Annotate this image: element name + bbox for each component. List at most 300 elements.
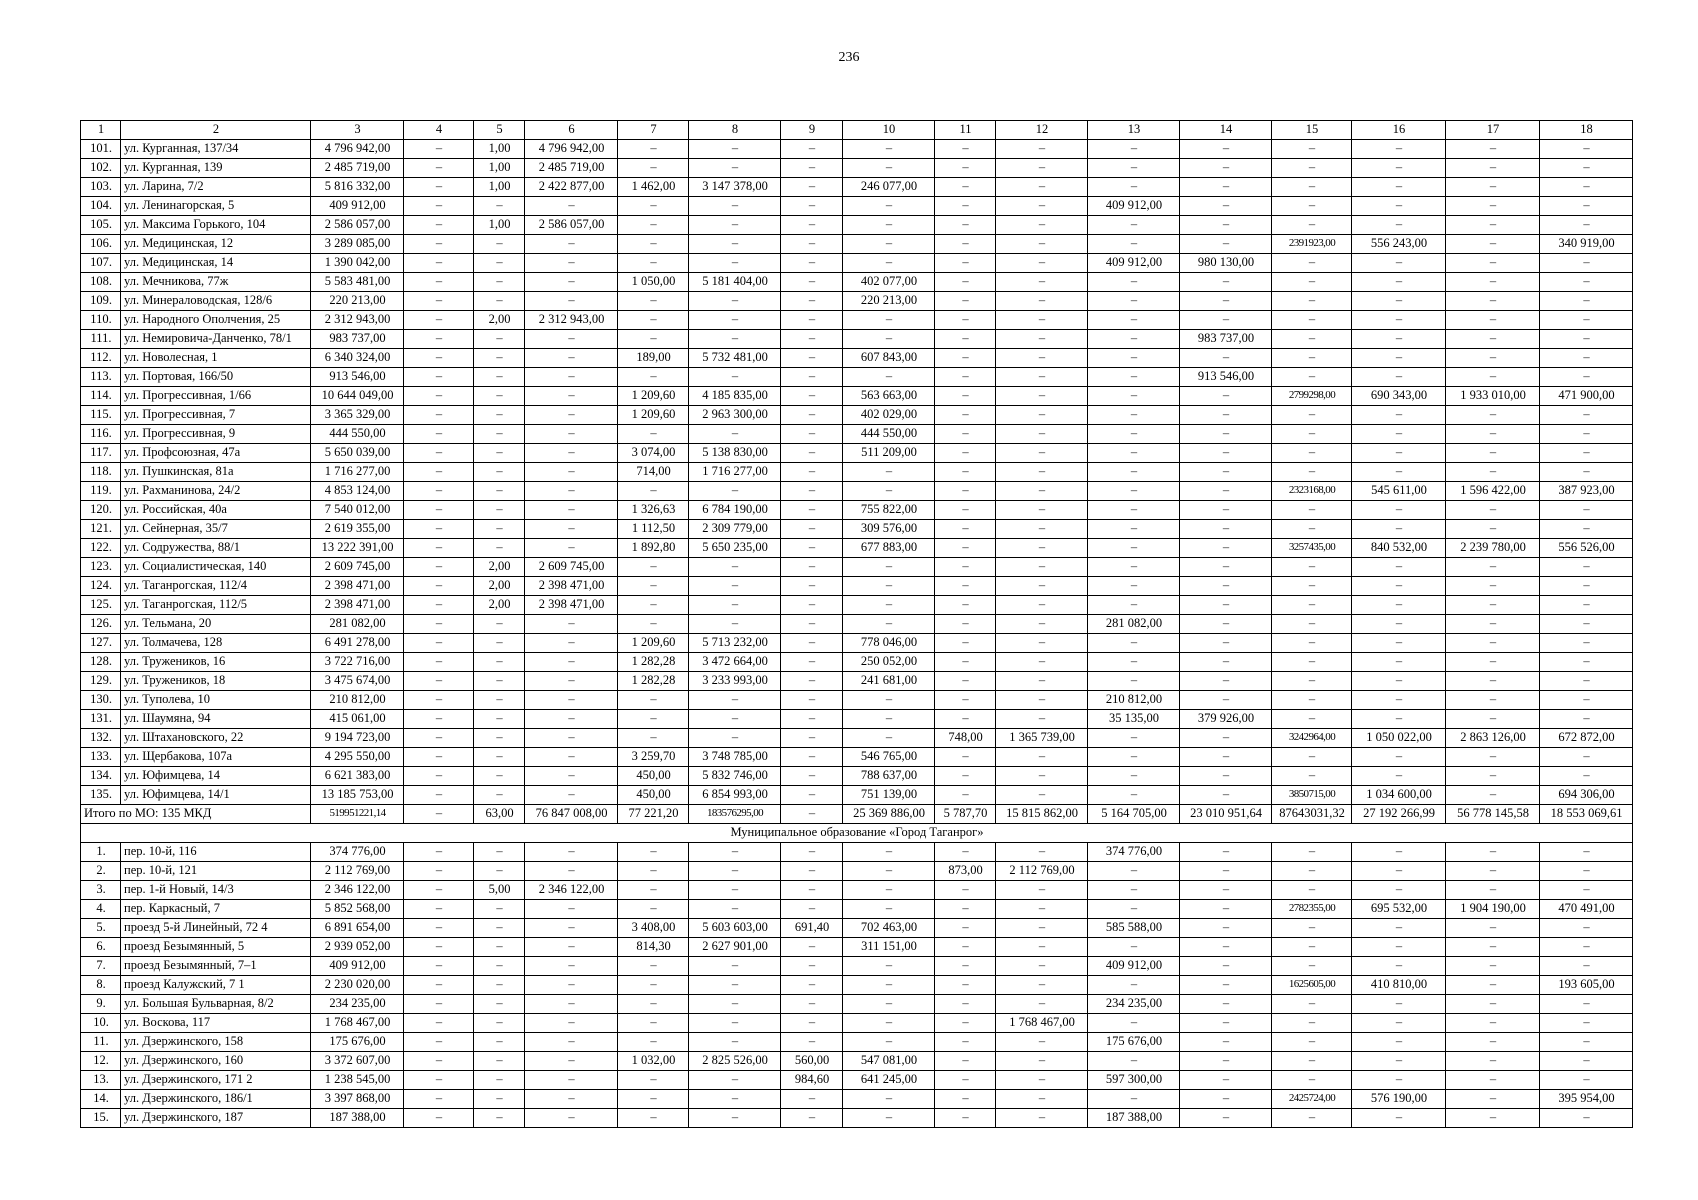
table-cell: 1 933 010,00 — [1446, 387, 1540, 406]
table-cell: – — [996, 463, 1088, 482]
table-cell: – — [404, 634, 474, 653]
table-cell: – — [1540, 140, 1633, 159]
table-cell: 111. — [81, 330, 121, 349]
table-cell: 114. — [81, 387, 121, 406]
table-cell: 281 082,00 — [311, 615, 404, 634]
table-cell: – — [843, 900, 935, 919]
table-cell: – — [1088, 425, 1180, 444]
table-cell: – — [1352, 767, 1446, 786]
table-cell: – — [781, 140, 843, 159]
table-cell: ул. Народного Ополчения, 25 — [121, 311, 311, 330]
table-cell: – — [474, 691, 525, 710]
table-cell: 5 787,70 — [935, 805, 996, 824]
table-cell: – — [996, 596, 1088, 615]
table-cell: 23 010 951,64 — [1180, 805, 1272, 824]
table-cell: – — [474, 1014, 525, 1033]
table-cell: – — [781, 748, 843, 767]
table-cell: 1 904 190,00 — [1446, 900, 1540, 919]
table-cell: – — [474, 786, 525, 805]
table-row — [81, 311, 1633, 330]
table-cell: – — [525, 197, 618, 216]
table-cell: 691,40 — [781, 919, 843, 938]
table-cell: – — [618, 596, 689, 615]
table-cell: – — [935, 349, 996, 368]
table-cell: 106. — [81, 235, 121, 254]
table-cell: 983 737,00 — [311, 330, 404, 349]
table-row — [81, 463, 1633, 482]
table-cell: 4 — [404, 121, 474, 140]
table-cell: – — [1352, 197, 1446, 216]
table-cell: – — [474, 672, 525, 691]
table-cell: – — [781, 634, 843, 653]
table-cell: – — [525, 444, 618, 463]
table-cell: – — [935, 235, 996, 254]
total-label: Итого по МО: 135 МКД — [81, 805, 311, 824]
table-cell: – — [1088, 976, 1180, 995]
table-cell: – — [1180, 216, 1272, 235]
table-cell: – — [404, 672, 474, 691]
table-cell: 2,00 — [474, 596, 525, 615]
table-cell: – — [404, 615, 474, 634]
table-cell: – — [689, 1109, 781, 1128]
table-cell: 694 306,00 — [1540, 786, 1633, 805]
table-cell: – — [843, 691, 935, 710]
table-cell: 109. — [81, 292, 121, 311]
table-cell: – — [1272, 292, 1352, 311]
table-cell: ул. Юфимцева, 14/1 — [121, 786, 311, 805]
table-cell: – — [525, 653, 618, 672]
table-cell: – — [996, 900, 1088, 919]
table-cell: – — [1540, 501, 1633, 520]
table-row — [81, 957, 1633, 976]
table-cell: – — [996, 976, 1088, 995]
table-cell: – — [781, 216, 843, 235]
table-cell: – — [1272, 140, 1352, 159]
table-cell: 6 — [525, 121, 618, 140]
table-cell: – — [1540, 1033, 1633, 1052]
table-cell: – — [781, 862, 843, 881]
table-cell: 402 029,00 — [843, 406, 935, 425]
table-cell: 12. — [81, 1052, 121, 1071]
table-cell: 1 209,60 — [618, 387, 689, 406]
table-cell: – — [843, 881, 935, 900]
table-cell: – — [525, 672, 618, 691]
table-cell: 597 300,00 — [1088, 1071, 1180, 1090]
table-cell: 4 295 550,00 — [311, 748, 404, 767]
table-cell: – — [618, 900, 689, 919]
table-cell: 2 346 122,00 — [311, 881, 404, 900]
table-cell: ул. Портовая, 166/50 — [121, 368, 311, 387]
table-row — [81, 577, 1633, 596]
data-table — [80, 120, 1633, 1128]
table-cell: – — [1540, 444, 1633, 463]
table-cell: – — [1272, 520, 1352, 539]
table-cell: – — [781, 976, 843, 995]
table-cell: – — [1180, 1033, 1272, 1052]
table-row — [81, 273, 1633, 292]
table-cell: 183576295,00 — [689, 805, 781, 824]
table-cell: ул. Тружеников, 16 — [121, 653, 311, 672]
table-cell: – — [1180, 178, 1272, 197]
table-cell: 5,00 — [474, 881, 525, 900]
table-cell: – — [404, 786, 474, 805]
table-cell: – — [781, 406, 843, 425]
table-cell: – — [1352, 672, 1446, 691]
table-cell: – — [935, 938, 996, 957]
table-cell: 18 553 069,61 — [1540, 805, 1633, 824]
table-cell: – — [1180, 577, 1272, 596]
table-cell: – — [996, 710, 1088, 729]
table-cell: – — [404, 995, 474, 1014]
table-cell: 415 061,00 — [311, 710, 404, 729]
table-cell: 1 365 739,00 — [996, 729, 1088, 748]
table-cell: – — [1352, 1071, 1446, 1090]
table-cell: – — [1352, 330, 1446, 349]
table-cell: 87643031,32 — [1272, 805, 1352, 824]
table-cell: 641 245,00 — [843, 1071, 935, 1090]
table-cell: – — [781, 444, 843, 463]
table-cell: 5 732 481,00 — [689, 349, 781, 368]
table-cell: – — [618, 140, 689, 159]
table-cell: ул. Шаумяна, 94 — [121, 710, 311, 729]
table-cell: – — [781, 615, 843, 634]
table-cell: 16 — [1352, 121, 1446, 140]
table-cell: – — [618, 615, 689, 634]
table-cell: 133. — [81, 748, 121, 767]
table-row — [81, 691, 1633, 710]
table-cell: – — [1352, 1014, 1446, 1033]
table-row — [81, 900, 1633, 919]
table-cell: – — [996, 995, 1088, 1014]
table-cell: – — [404, 1033, 474, 1052]
table-cell: – — [996, 482, 1088, 501]
table-cell: – — [1088, 672, 1180, 691]
table-cell: 4 853 124,00 — [311, 482, 404, 501]
table-cell: – — [1180, 957, 1272, 976]
table-cell: 105. — [81, 216, 121, 235]
table-cell: – — [1272, 995, 1352, 1014]
table-cell: 2 309 779,00 — [689, 520, 781, 539]
table-cell: – — [1446, 615, 1540, 634]
table-cell: 374 776,00 — [311, 843, 404, 862]
table-cell: – — [843, 330, 935, 349]
table-cell: 409 912,00 — [1088, 197, 1180, 216]
table-row — [81, 634, 1633, 653]
table-cell: 677 883,00 — [843, 539, 935, 558]
table-cell: – — [843, 995, 935, 1014]
table-cell: 576 190,00 — [1352, 1090, 1446, 1109]
table-cell: ул. Пушкинская, 81а — [121, 463, 311, 482]
table-cell: – — [1088, 406, 1180, 425]
table-cell: 10 — [843, 121, 935, 140]
table-cell: – — [1272, 1052, 1352, 1071]
table-cell: – — [525, 539, 618, 558]
table-cell: – — [1088, 900, 1180, 919]
table-cell: – — [935, 406, 996, 425]
table-cell: 1625605,00 — [1272, 976, 1352, 995]
table-cell: 108. — [81, 273, 121, 292]
table-cell: 2 398 471,00 — [525, 577, 618, 596]
table-cell: – — [474, 976, 525, 995]
table-cell: 234 235,00 — [1088, 995, 1180, 1014]
table-cell: – — [689, 254, 781, 273]
table-cell: – — [843, 197, 935, 216]
table-cell: – — [1180, 862, 1272, 881]
table-cell: ул. Дзержинского, 158 — [121, 1033, 311, 1052]
table-cell: 2 398 471,00 — [525, 596, 618, 615]
table-cell: – — [843, 710, 935, 729]
table-cell: – — [404, 482, 474, 501]
data-table-container — [80, 120, 1625, 1128]
table-cell: 3 289 085,00 — [311, 235, 404, 254]
total-row — [81, 805, 1633, 824]
table-cell: – — [1352, 957, 1446, 976]
table-cell: – — [935, 254, 996, 273]
table-cell: 2 609 745,00 — [311, 558, 404, 577]
table-cell: – — [474, 634, 525, 653]
table-cell: – — [1352, 349, 1446, 368]
table-cell: – — [689, 881, 781, 900]
table-cell: – — [1272, 501, 1352, 520]
table-cell: 409 912,00 — [1088, 254, 1180, 273]
table-cell: – — [1540, 957, 1633, 976]
table-cell: – — [689, 159, 781, 178]
table-cell: 1 112,50 — [618, 520, 689, 539]
table-cell: – — [935, 425, 996, 444]
table-cell: 2 825 526,00 — [689, 1052, 781, 1071]
table-cell: – — [404, 463, 474, 482]
table-cell: 2799298,00 — [1272, 387, 1352, 406]
table-cell: – — [689, 311, 781, 330]
table-cell: – — [1180, 1109, 1272, 1128]
table-cell: – — [935, 577, 996, 596]
table-cell: – — [996, 938, 1088, 957]
table-cell: 9. — [81, 995, 121, 1014]
table-cell: 1,00 — [474, 159, 525, 178]
table-cell: 563 663,00 — [843, 387, 935, 406]
table-cell: ул. Дзержинского, 171 2 — [121, 1071, 311, 1090]
table-cell: – — [618, 995, 689, 1014]
table-cell: – — [1088, 216, 1180, 235]
table-cell: – — [935, 159, 996, 178]
table-cell: – — [1180, 539, 1272, 558]
table-cell: – — [996, 159, 1088, 178]
table-cell: – — [1272, 178, 1352, 197]
table-cell: – — [996, 748, 1088, 767]
table-row — [81, 1090, 1633, 1109]
table-cell: 119. — [81, 482, 121, 501]
table-cell: 3 475 674,00 — [311, 672, 404, 691]
table-cell: 104. — [81, 197, 121, 216]
table-cell: – — [1446, 406, 1540, 425]
table-cell: – — [1180, 995, 1272, 1014]
table-cell: ул. Минераловодская, 128/6 — [121, 292, 311, 311]
table-cell: – — [1180, 938, 1272, 957]
table-cell: – — [474, 501, 525, 520]
table-cell: – — [1272, 311, 1352, 330]
table-cell: 102. — [81, 159, 121, 178]
table-cell: – — [996, 425, 1088, 444]
table-cell: 980 130,00 — [1180, 254, 1272, 273]
table-cell: 690 343,00 — [1352, 387, 1446, 406]
table-cell: пер. 1-й Новый, 14/3 — [121, 881, 311, 900]
table-cell: – — [689, 995, 781, 1014]
table-row — [81, 482, 1633, 501]
table-cell: – — [1180, 596, 1272, 615]
table-cell: – — [781, 767, 843, 786]
table-cell: – — [1540, 691, 1633, 710]
table-cell: – — [1272, 254, 1352, 273]
table-cell: – — [404, 957, 474, 976]
table-cell: – — [474, 292, 525, 311]
table-cell: – — [474, 919, 525, 938]
table-cell: 187 388,00 — [1088, 1109, 1180, 1128]
table-cell: 560,00 — [781, 1052, 843, 1071]
table-cell: – — [525, 520, 618, 539]
table-cell: – — [525, 349, 618, 368]
table-cell: 234 235,00 — [311, 995, 404, 1014]
table-cell: – — [689, 900, 781, 919]
table-cell: 450,00 — [618, 786, 689, 805]
table-cell: – — [404, 748, 474, 767]
table-cell: 10. — [81, 1014, 121, 1033]
table-cell: – — [1352, 1052, 1446, 1071]
table-cell: – — [996, 786, 1088, 805]
table-cell: – — [1088, 577, 1180, 596]
table-cell: – — [781, 1033, 843, 1052]
table-cell: – — [1446, 577, 1540, 596]
table-cell: – — [1180, 197, 1272, 216]
table-cell: 395 954,00 — [1540, 1090, 1633, 1109]
table-cell: – — [525, 292, 618, 311]
table-cell: – — [935, 653, 996, 672]
table-cell: – — [843, 1109, 935, 1128]
table-cell: 13 222 391,00 — [311, 539, 404, 558]
table-cell: – — [1272, 577, 1352, 596]
table-cell: 189,00 — [618, 349, 689, 368]
table-cell: – — [1272, 672, 1352, 691]
table-cell: 10 644 049,00 — [311, 387, 404, 406]
table-cell: – — [474, 368, 525, 387]
table-cell: 913 546,00 — [1180, 368, 1272, 387]
table-cell: – — [996, 349, 1088, 368]
table-cell: – — [1272, 1014, 1352, 1033]
table-cell: – — [525, 900, 618, 919]
table-cell: ул. Максима Горького, 104 — [121, 216, 311, 235]
table-cell: – — [618, 216, 689, 235]
table-cell: – — [843, 1014, 935, 1033]
table-cell: 471 900,00 — [1540, 387, 1633, 406]
table-cell: 3 397 868,00 — [311, 1090, 404, 1109]
table-cell: – — [1540, 406, 1633, 425]
table-cell: – — [1088, 1014, 1180, 1033]
table-cell: – — [935, 140, 996, 159]
table-cell: – — [843, 957, 935, 976]
table-cell: – — [1272, 273, 1352, 292]
table-row — [81, 596, 1633, 615]
table-row — [81, 710, 1633, 729]
table-cell: 2323168,00 — [1272, 482, 1352, 501]
table-cell: 210 812,00 — [1088, 691, 1180, 710]
table-cell: – — [843, 1033, 935, 1052]
table-cell: – — [1272, 216, 1352, 235]
table-cell: – — [404, 140, 474, 159]
table-cell: ул. Социалистическая, 140 — [121, 558, 311, 577]
table-cell: 5 713 232,00 — [689, 634, 781, 653]
table-cell: – — [1272, 881, 1352, 900]
table-cell: – — [404, 1090, 474, 1109]
table-cell: – — [474, 349, 525, 368]
table-cell: – — [1352, 159, 1446, 178]
table-cell: 2 586 057,00 — [311, 216, 404, 235]
table-cell: – — [1540, 615, 1633, 634]
table-cell: – — [618, 425, 689, 444]
table-cell: – — [781, 900, 843, 919]
table-cell: – — [618, 558, 689, 577]
table-cell: – — [1272, 349, 1352, 368]
table-cell: 1,00 — [474, 216, 525, 235]
table-cell: – — [474, 767, 525, 786]
table-cell: 3 — [311, 121, 404, 140]
table-cell: 1 238 545,00 — [311, 1071, 404, 1090]
table-row — [81, 615, 1633, 634]
table-cell: – — [935, 558, 996, 577]
table-cell: – — [404, 292, 474, 311]
table-cell: 3242964,00 — [1272, 729, 1352, 748]
table-cell: – — [935, 843, 996, 862]
table-cell: – — [404, 520, 474, 539]
table-cell: – — [1352, 577, 1446, 596]
table-cell: 15 815 862,00 — [996, 805, 1088, 824]
table-cell: 2 — [121, 121, 311, 140]
table-cell: – — [996, 615, 1088, 634]
table-cell: 873,00 — [935, 862, 996, 881]
table-cell: – — [1088, 520, 1180, 539]
table-cell: – — [935, 1109, 996, 1128]
table-cell: – — [996, 216, 1088, 235]
table-cell: – — [843, 254, 935, 273]
table-cell: 8 — [689, 121, 781, 140]
table-cell: – — [1540, 1014, 1633, 1033]
table-cell: ул. Дзержинского, 187 — [121, 1109, 311, 1128]
table-cell: ул. Юфимцева, 14 — [121, 767, 311, 786]
table-cell: – — [781, 577, 843, 596]
table-cell: 309 576,00 — [843, 520, 935, 539]
table-cell: – — [935, 1090, 996, 1109]
table-row — [81, 539, 1633, 558]
table-cell: – — [525, 1090, 618, 1109]
table-row — [81, 444, 1633, 463]
table-cell: 9 194 723,00 — [311, 729, 404, 748]
table-cell: – — [689, 292, 781, 311]
table-cell: – — [1088, 767, 1180, 786]
table-cell: – — [1446, 653, 1540, 672]
table-cell: ул. Таганрогская, 112/4 — [121, 577, 311, 596]
table-cell: пер. 10-й, 116 — [121, 843, 311, 862]
table-cell: ул. Российская, 40а — [121, 501, 311, 520]
table-cell: 3 147 378,00 — [689, 178, 781, 197]
table-cell: – — [474, 1033, 525, 1052]
table-cell: – — [781, 995, 843, 1014]
table-cell: – — [935, 311, 996, 330]
table-cell: 983 737,00 — [1180, 330, 1272, 349]
table-cell: – — [1272, 1071, 1352, 1090]
table-cell: – — [935, 634, 996, 653]
table-cell: – — [1446, 1071, 1540, 1090]
table-cell: – — [404, 1071, 474, 1090]
table-cell: 5 816 332,00 — [311, 178, 404, 197]
table-cell: 122. — [81, 539, 121, 558]
